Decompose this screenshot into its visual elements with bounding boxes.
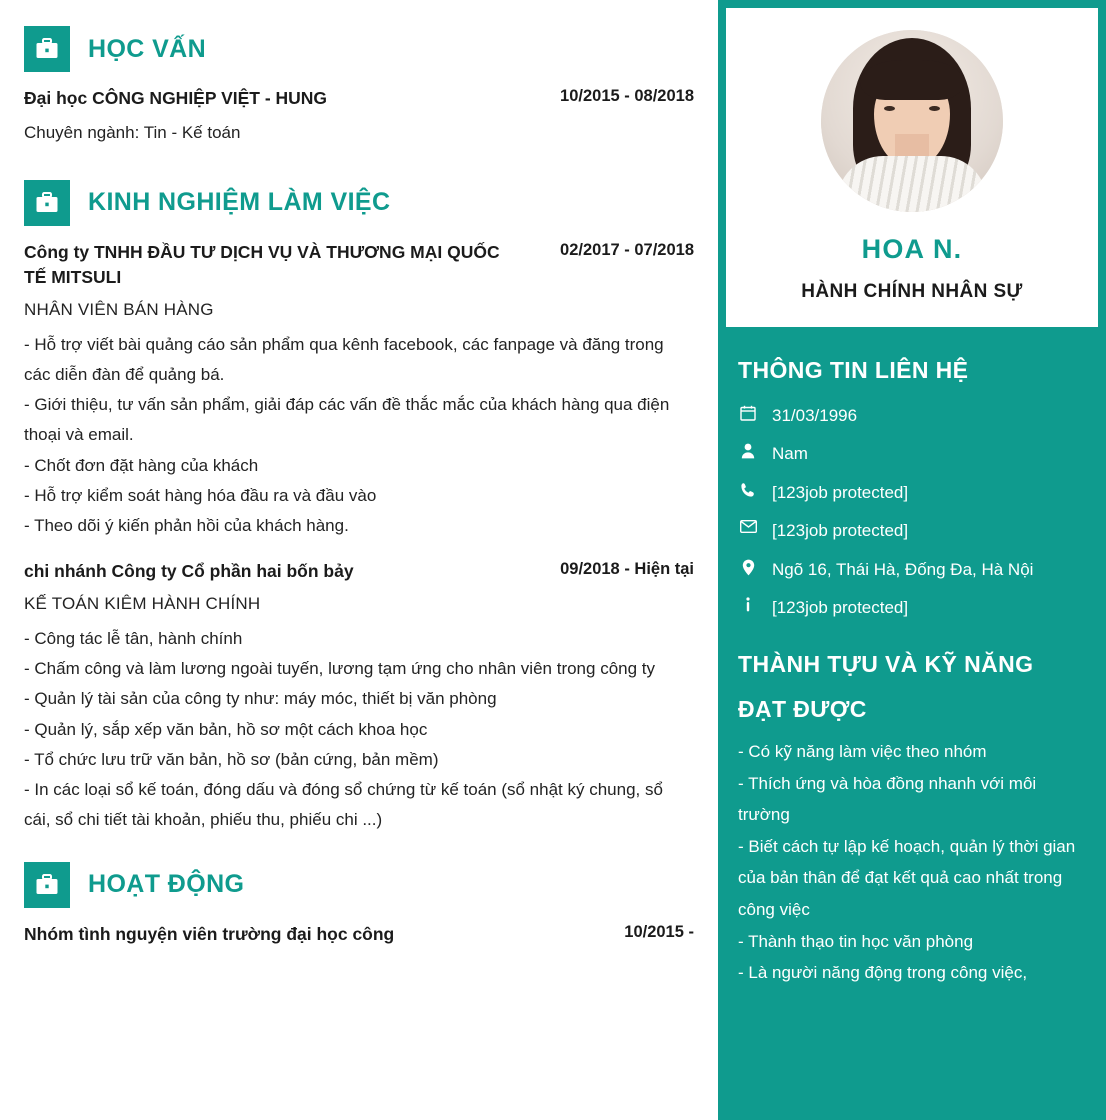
contact-item-email[interactable] (738, 518, 1098, 544)
entry-date: 10/2015 - 08/2018 (560, 87, 694, 105)
skills-section-title-line1: THÀNH TỰU VÀ KỸ NĂNG (738, 650, 1034, 677)
bullet-item: - Quản lý, sắp xếp văn bản, hồ sơ một cách khoa học (24, 719, 428, 739)
section-title: KINH NGHIỆM LÀM VIỆC (88, 188, 391, 217)
candidate-name: HOA N. (861, 234, 963, 264)
bullet-item: - Chốt đơn đặt hàng của khách (24, 455, 259, 475)
entry-bullets (24, 330, 694, 542)
section-header-activities (24, 862, 694, 908)
bullet-item: - Theo dõi ý kiến phản hồi của khách hàng. (24, 516, 349, 536)
contact-item-address (738, 557, 1098, 583)
experience-entry (24, 240, 694, 542)
bullet-item: - Giới thiệu, tư vấn sản phẩm, giải đáp các vấn đề thắc mắc của khách hàng qua điện thoại và email. (24, 395, 670, 445)
section-title: HỌC VẤN (88, 34, 207, 63)
bullet-item: - Tổ chức lưu trữ văn bản, hồ sơ (bản cứng, bản mềm) (24, 749, 439, 769)
contact-text: [123job protected] (772, 598, 909, 618)
contact-text: 31/03/1996 (772, 405, 858, 425)
contact-text: Nam (772, 444, 808, 464)
briefcase-icon (24, 862, 70, 908)
contact-item-info[interactable] (738, 595, 1098, 621)
bullet-item: - Chấm công và làm lương ngoài tuyến, lương tạm ứng cho nhân viên trong công ty (24, 659, 656, 678)
entry-role: KẾ TOÁN KIÊM HÀNH CHÍNH (24, 593, 261, 613)
entry-date: 09/2018 - Hiện tại (560, 560, 694, 579)
education-entry (24, 86, 694, 146)
contact-item-birthdate (738, 403, 1098, 429)
bullet-item: - In các loại sổ kế toán, đóng dấu và đóng sổ chứng từ kế toán (sổ nhật ký chung, sổ cái, sổ chi tiết tài khoản, phiếu thu, phiếu chi ...) (24, 780, 663, 830)
phone-icon (738, 480, 758, 498)
bullet-item: - Hỗ trợ viết bài quảng cáo sản phẩm qua kênh facebook, các fanpage và đăng trong các diễn đàn để quảng bá. (24, 334, 664, 384)
skill-item: - Biết cách tự lập kế hoạch, quản lý thời gian của bản thân để đạt kết quả cao nhất trong công việc (738, 836, 1076, 919)
skills-section-title-line2: ĐẠT ĐƯỢC (738, 696, 867, 723)
contact-text: Ngõ 16, Thái Hà, Đống Đa, Hà Nội (772, 559, 1034, 579)
info-icon (738, 595, 758, 613)
bullet-item: - Công tác lễ tân, hành chính (24, 628, 243, 648)
envelope-icon (738, 518, 758, 533)
skill-item: - Thành thạo tin học văn phòng (738, 931, 974, 951)
entry-title: Công ty TNHH ĐẦU TƯ DỊCH VỤ VÀ THƯƠNG MẠI QUỐC TẾ MITSULI (24, 241, 500, 288)
entry-title: chi nhánh Công ty Cổ phần hai bốn bảy (24, 561, 354, 582)
contact-item-gender (738, 441, 1098, 467)
entry-role: NHÂN VIÊN BÁN HÀNG (24, 299, 214, 319)
entry-title: Nhóm tình nguyện viên trường đại học công (24, 923, 395, 944)
activity-entry (24, 922, 694, 947)
skill-item: - Có kỹ năng làm việc theo nhóm (738, 741, 987, 761)
contact-text: [123job protected] (772, 521, 909, 541)
profile-card (726, 8, 1098, 327)
contact-item-phone[interactable] (738, 480, 1098, 506)
briefcase-icon (24, 26, 70, 72)
experience-entry (24, 559, 694, 835)
entry-title: Đại học CÔNG NGHIỆP VIỆT - HUNG (24, 88, 328, 108)
entry-date: 10/2015 - (624, 922, 694, 941)
calendar-icon (738, 403, 758, 421)
skill-item: - Thích ứng và hòa đồng nhanh với môi trường (738, 773, 1037, 825)
section-title: HOẠT ĐỘNG (88, 870, 245, 898)
cv-sidebar (718, 0, 1106, 1120)
bullet-item: - Quản lý tài sản của công ty như: máy móc, thiết bị văn phòng (24, 689, 497, 709)
location-pin-icon (738, 557, 758, 576)
briefcase-icon (24, 180, 70, 226)
entry-date: 02/2017 - 07/2018 (560, 240, 694, 259)
bullet-item: - Hỗ trợ kiểm soát hàng hóa đầu ra và đầu vào (24, 485, 377, 505)
contact-list (738, 403, 1098, 621)
skills-list (738, 736, 1098, 989)
skill-item: - Là người năng động trong công việc, (738, 963, 1028, 983)
section-header-education (24, 26, 694, 72)
avatar (821, 30, 1003, 212)
contact-text: [123job protected] (772, 482, 909, 502)
candidate-role: HÀNH CHÍNH NHÂN SỰ (801, 281, 1023, 302)
entry-subtitle: Chuyên ngành: Tin - Kế toán (24, 123, 241, 143)
entry-bullets (24, 624, 694, 836)
person-icon (738, 441, 758, 459)
section-header-experience (24, 180, 694, 226)
contact-section-title: THÔNG TIN LIÊN HỆ (738, 357, 969, 383)
